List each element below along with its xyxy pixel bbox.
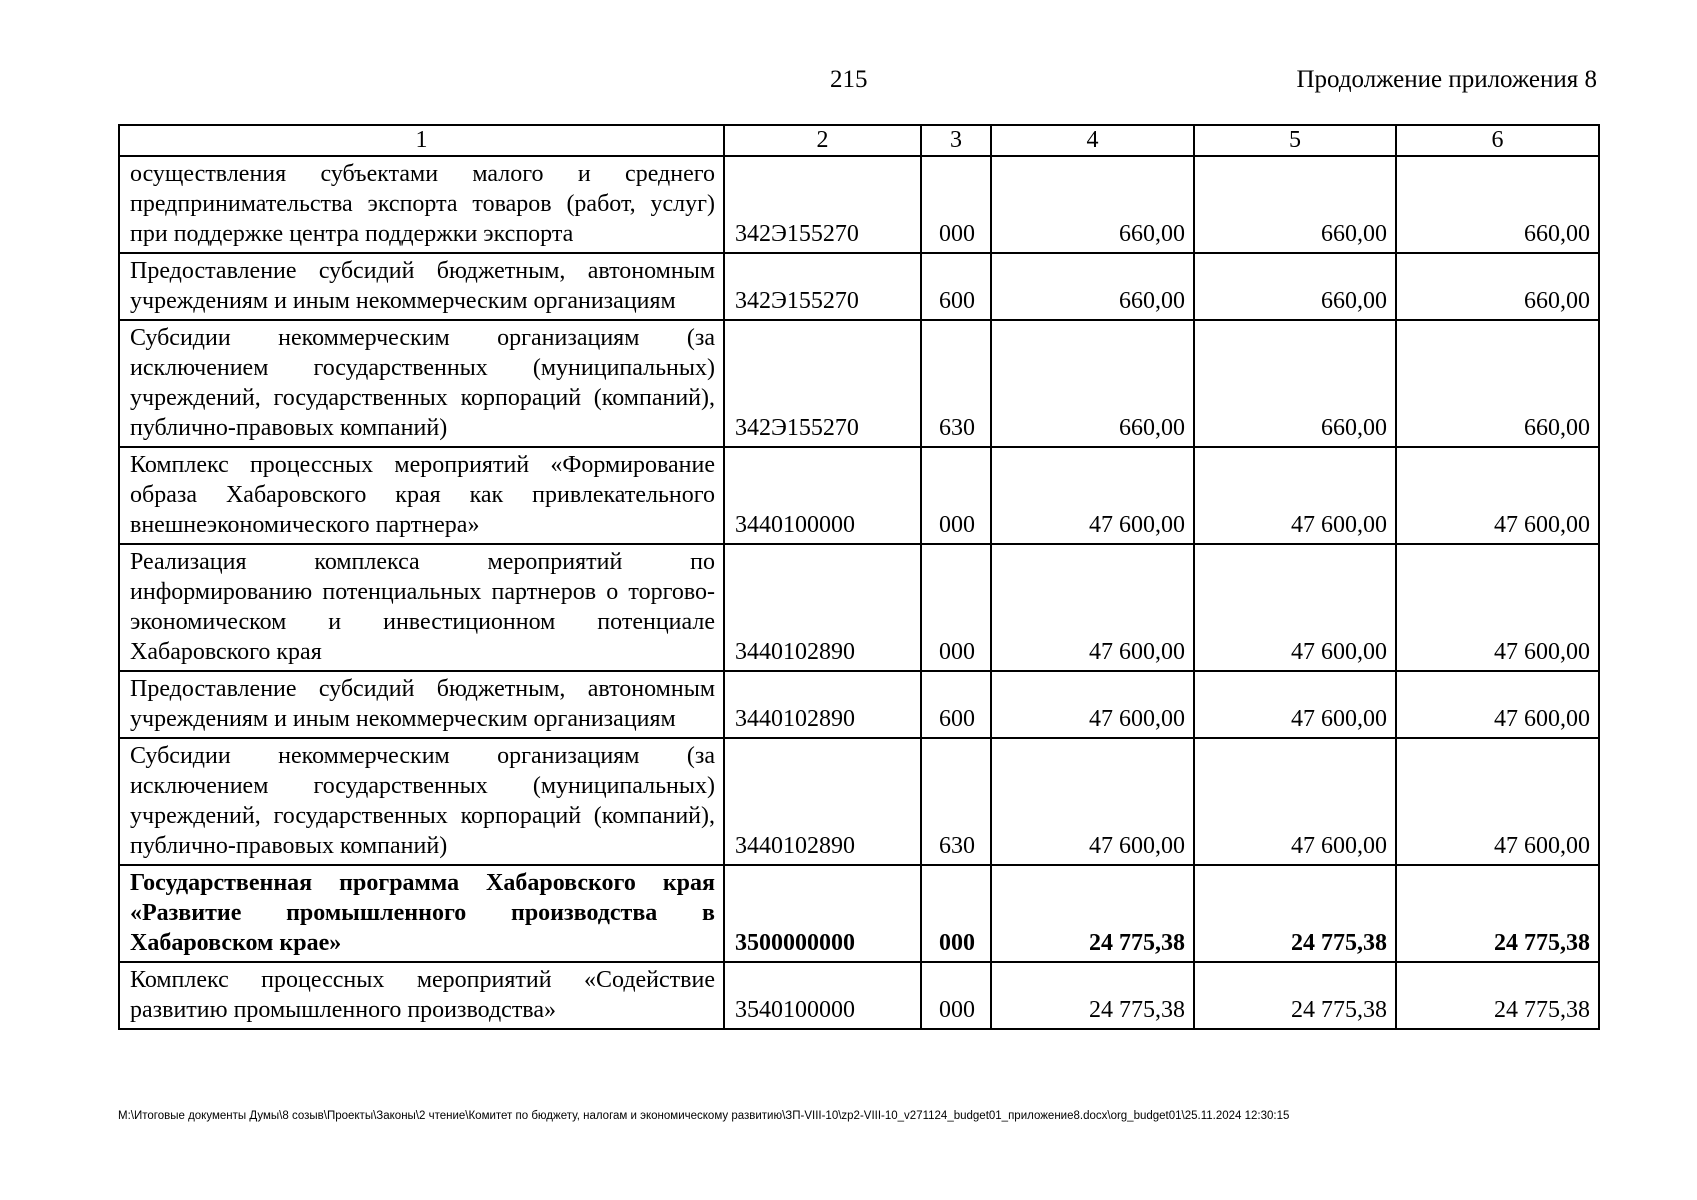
row-value-3-cell: 24 775,38 xyxy=(1396,865,1599,962)
row-value-2-cell: 47 600,00 xyxy=(1194,447,1396,544)
table-row xyxy=(119,962,1599,1029)
row-value-2-cell: 47 600,00 xyxy=(1194,738,1396,865)
column-header: 6 xyxy=(1396,125,1599,156)
row-value-1-cell: 660,00 xyxy=(991,320,1194,447)
table-body xyxy=(119,156,1599,1029)
row-value-3-cell: 47 600,00 xyxy=(1396,738,1599,865)
page-number: 215 xyxy=(830,66,868,93)
row-expense-type-cell: 600 xyxy=(921,671,991,738)
row-value-3-cell: 660,00 xyxy=(1396,320,1599,447)
document-file-path: M:\Итоговые документы Думы\8 созыв\Проекты\Законы\2 чтение\Комитет по бюджету, налогам и экономическому развитию\ЗП-VIII-10\zp2-VIII-10_v271124_budget01_приложение8.docx\org_budget01\25.11.2024 12:30:15 xyxy=(118,1110,1290,1122)
row-value-1-cell: 660,00 xyxy=(991,253,1194,320)
row-value-2-cell: 24 775,38 xyxy=(1194,962,1396,1029)
table-row xyxy=(119,544,1599,671)
table-row xyxy=(119,738,1599,865)
row-name-cell: Реализация комплекса мероприятий по информированию потенциальных партнеров о торгово-экономическом и инвестиционном потенциале Хабаровского края xyxy=(119,544,724,671)
budget-table xyxy=(118,124,1600,1030)
row-expense-type-cell: 000 xyxy=(921,962,991,1029)
table-header-row xyxy=(119,125,1599,156)
row-code-cell: 3440102890 xyxy=(724,544,921,671)
row-value-2-cell: 47 600,00 xyxy=(1194,671,1396,738)
row-value-3-cell: 47 600,00 xyxy=(1396,447,1599,544)
row-value-1-cell: 47 600,00 xyxy=(991,447,1194,544)
row-value-1-cell: 24 775,38 xyxy=(991,865,1194,962)
row-code-cell: 3440102890 xyxy=(724,738,921,865)
table-row xyxy=(119,671,1599,738)
row-value-3-cell: 24 775,38 xyxy=(1396,962,1599,1029)
table-row xyxy=(119,320,1599,447)
page-caption: Продолжение приложения 8 xyxy=(1296,66,1597,93)
row-value-2-cell: 660,00 xyxy=(1194,320,1396,447)
row-value-3-cell: 660,00 xyxy=(1396,253,1599,320)
row-code-cell: 342Э155270 xyxy=(724,156,921,253)
row-value-1-cell: 47 600,00 xyxy=(991,671,1194,738)
row-value-1-cell: 660,00 xyxy=(991,156,1194,253)
row-value-1-cell: 24 775,38 xyxy=(991,962,1194,1029)
row-expense-type-cell: 600 xyxy=(921,253,991,320)
row-name-cell: Предоставление субсидий бюджетным, автономным учреждениям и иным некоммерческим организациям xyxy=(119,671,724,738)
row-value-1-cell: 47 600,00 xyxy=(991,738,1194,865)
row-code-cell: 342Э155270 xyxy=(724,253,921,320)
row-value-3-cell: 47 600,00 xyxy=(1396,671,1599,738)
row-value-2-cell: 660,00 xyxy=(1194,253,1396,320)
table-row xyxy=(119,447,1599,544)
row-value-2-cell: 660,00 xyxy=(1194,156,1396,253)
row-expense-type-cell: 000 xyxy=(921,865,991,962)
column-header: 1 xyxy=(119,125,724,156)
row-name-cell: Комплекс процессных мероприятий «Содействие развитию промышленного производства» xyxy=(119,962,724,1029)
table-row xyxy=(119,865,1599,962)
row-name-cell: Комплекс процессных мероприятий «Формирование образа Хабаровского края как привлекательного внешнеэкономического партнера» xyxy=(119,447,724,544)
row-expense-type-cell: 000 xyxy=(921,156,991,253)
column-header: 2 xyxy=(724,125,921,156)
row-expense-type-cell: 630 xyxy=(921,738,991,865)
row-code-cell: 3440102890 xyxy=(724,671,921,738)
row-value-1-cell: 47 600,00 xyxy=(991,544,1194,671)
table-row xyxy=(119,156,1599,253)
row-expense-type-cell: 000 xyxy=(921,447,991,544)
row-value-3-cell: 47 600,00 xyxy=(1396,544,1599,671)
row-value-2-cell: 24 775,38 xyxy=(1194,865,1396,962)
row-name-cell: осуществления субъектами малого и среднего предпринимательства экспорта товаров (работ, услуг) при поддержке центра поддержки экспорта xyxy=(119,156,724,253)
row-name-cell: Предоставление субсидий бюджетным, автономным учреждениям и иным некоммерческим организациям xyxy=(119,253,724,320)
column-header: 4 xyxy=(991,125,1194,156)
row-name-cell: Государственная программа Хабаровского края «Развитие промышленного производства в Хабаровском крае» xyxy=(119,865,724,962)
row-value-3-cell: 660,00 xyxy=(1396,156,1599,253)
row-name-cell: Субсидии некоммерческим организациям (за исключением государственных (муниципальных) учреждений, государственных корпораций (компаний), публично-правовых компаний) xyxy=(119,738,724,865)
column-header: 5 xyxy=(1194,125,1396,156)
row-name-cell: Субсидии некоммерческим организациям (за исключением государственных (муниципальных) учреждений, государственных корпораций (компаний), публично-правовых компаний) xyxy=(119,320,724,447)
row-code-cell: 342Э155270 xyxy=(724,320,921,447)
table-row xyxy=(119,253,1599,320)
row-code-cell: 3440100000 xyxy=(724,447,921,544)
row-expense-type-cell: 630 xyxy=(921,320,991,447)
row-code-cell: 3500000000 xyxy=(724,865,921,962)
row-code-cell: 3540100000 xyxy=(724,962,921,1029)
column-header: 3 xyxy=(921,125,991,156)
row-expense-type-cell: 000 xyxy=(921,544,991,671)
row-value-2-cell: 47 600,00 xyxy=(1194,544,1396,671)
